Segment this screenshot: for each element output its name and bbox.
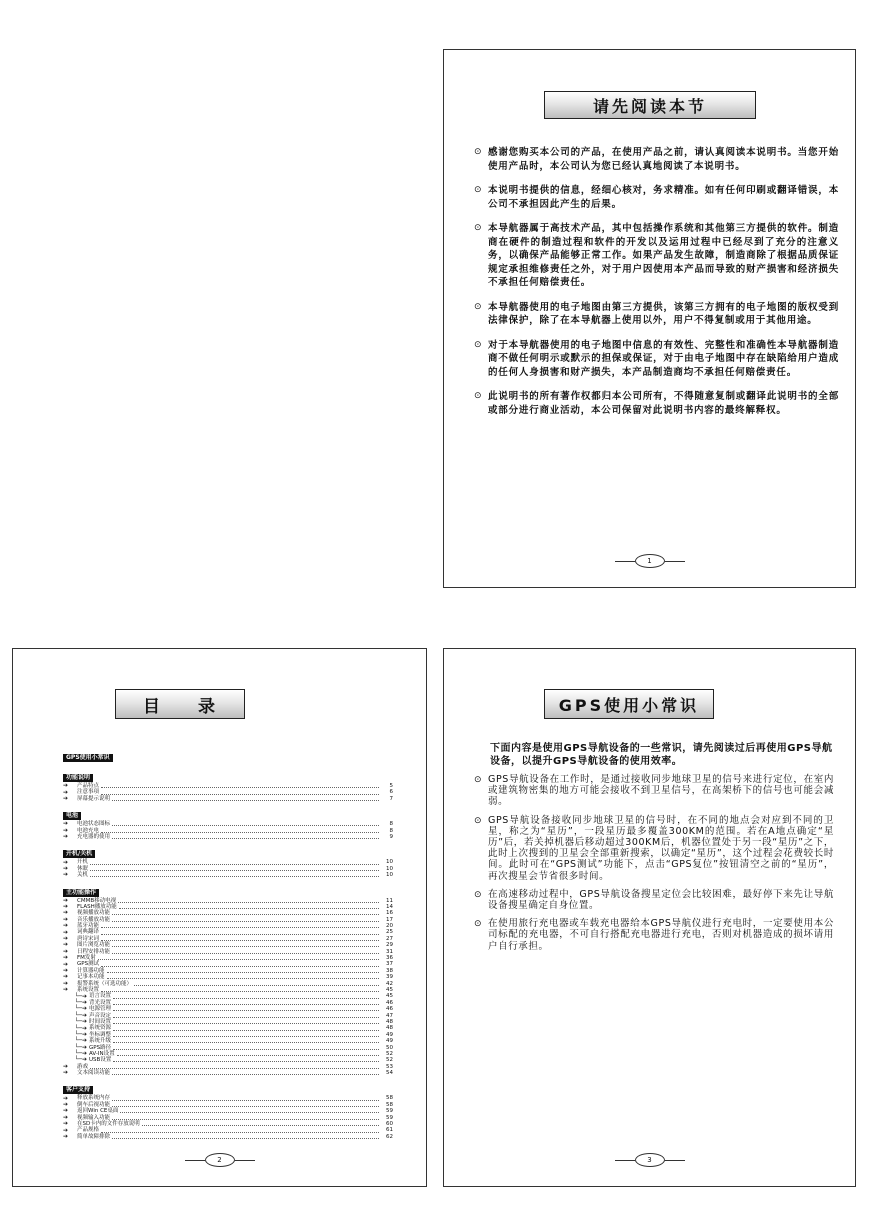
leader-dots — [113, 1039, 379, 1043]
toc-entry-page: 20 — [386, 923, 393, 930]
bullet-icon: ⊙ — [474, 223, 482, 233]
toc-entry-page: 47 — [386, 1012, 393, 1019]
arrow-icon: ➔ — [63, 864, 69, 872]
bullet-icon: ⊙ — [474, 339, 482, 350]
toc-section-heading: 客户支持 — [63, 1086, 93, 1094]
page-gps-tips — [443, 648, 856, 1187]
toc-entry-label: 休眠 — [77, 865, 89, 872]
arrow-icon: ➔ — [63, 960, 69, 968]
toc-entry-label: 简单故障排除 — [77, 1133, 111, 1140]
toc-entry-label: 电源管理 — [89, 1006, 112, 1013]
toc-entry-label: 蓝牙功能 — [77, 923, 100, 930]
arrow-icon: ➔ — [63, 922, 69, 930]
page-title: 目 录 — [115, 689, 245, 719]
toc-entry-label: 电池状态图标 — [77, 821, 111, 828]
paragraph — [474, 146, 839, 173]
toc-entry-page: 48 — [386, 1018, 393, 1025]
toc-entry-page: 10 — [386, 865, 393, 872]
leader-dots — [119, 905, 379, 909]
bullet-icon: ⊙ — [474, 301, 482, 312]
leader-dots — [107, 975, 379, 979]
bullet-icon: ⊙ — [474, 185, 482, 195]
toc-entry-page: 52 — [386, 1057, 393, 1064]
leader-dots — [101, 988, 379, 992]
toc-entry-page: 49 — [386, 1031, 393, 1038]
toc-entry-page: 5 — [389, 783, 393, 789]
toc-entry-page: 14 — [386, 903, 393, 910]
toc-entry-label: 返回Win CE桌面 — [77, 1108, 119, 1115]
page-number: 3 — [635, 1153, 665, 1167]
leader-dots — [113, 1046, 379, 1050]
arrow-icon: ➔ — [63, 1062, 69, 1070]
arrow-icon: ➔ — [63, 903, 69, 911]
leader-dots — [101, 924, 379, 928]
notice-list — [474, 146, 839, 428]
leader-dots — [118, 899, 379, 903]
leader-dots — [112, 918, 379, 922]
leader-dots — [112, 1116, 379, 1120]
leader-dots — [101, 963, 379, 967]
leader-dots — [112, 797, 379, 801]
leader-dots — [101, 937, 379, 941]
arrow-icon: ➔ — [63, 858, 69, 866]
arrow-icon: ➔ — [63, 1132, 69, 1140]
toc-entry-page: 7 — [389, 795, 393, 802]
arrow-icon: ➔ — [63, 826, 69, 834]
paragraph — [474, 339, 839, 380]
leader-dots — [112, 1135, 379, 1139]
sub-arrow-icon: └─➔ — [74, 1011, 87, 1019]
toc-entry-page: 17 — [386, 916, 393, 923]
toc-entry-label: 语言设置 — [89, 993, 112, 1000]
toc-entry-label: 系统资源 — [89, 1025, 112, 1032]
sub-arrow-icon: └─➔ — [74, 1050, 87, 1058]
tips-list — [474, 774, 834, 959]
toc-entry-label: GPS路径 — [89, 1044, 112, 1051]
bullet-icon: ⊙ — [474, 889, 482, 900]
toc-entry-page: 45 — [386, 993, 393, 1000]
arrow-icon: ➔ — [63, 935, 69, 943]
toc-entry-page: 25 — [386, 929, 393, 936]
toc-section — [63, 802, 393, 840]
paragraph-text: 本导航器使用的电子地图由第三方提供，该第三方拥有的电子地图的版权受到法律保护，除了在本导航器上使用以外，用户不得复制或用于其他用途。 — [488, 301, 839, 326]
arrow-icon: ➔ — [63, 941, 69, 949]
arrow-icon: ➔ — [63, 1126, 69, 1134]
paragraph — [474, 390, 839, 417]
toc-entry-label: FLASH播放功能 — [77, 903, 117, 910]
leader-dots — [113, 1058, 379, 1062]
arrow-icon: ➔ — [63, 1107, 69, 1115]
page-number-marker — [185, 1153, 255, 1167]
toc-entry-label: 图片浏览功能 — [77, 942, 111, 949]
paragraph — [474, 815, 834, 882]
sub-arrow-icon: └─➔ — [74, 1037, 87, 1045]
leader-dots — [112, 835, 379, 839]
toc-entry-label: USB设置 — [89, 1057, 112, 1064]
toc-entry-page: 62 — [386, 1133, 393, 1140]
leader-dots — [113, 1027, 379, 1031]
arrow-icon: ➔ — [63, 833, 69, 841]
arrow-icon: ➔ — [63, 1120, 69, 1128]
sub-arrow-icon: └─➔ — [74, 1056, 87, 1064]
toc-section — [63, 840, 393, 878]
toc-entry-page: 37 — [386, 961, 393, 968]
leader-dots — [107, 969, 379, 973]
arrow-icon: ➔ — [63, 782, 69, 790]
page-number: 2 — [205, 1153, 235, 1167]
leader-dots — [113, 1007, 379, 1011]
toc-entry-page: 59 — [386, 1114, 393, 1121]
arrow-icon: ➔ — [63, 954, 69, 962]
toc-entry[interactable] — [63, 1134, 393, 1140]
leader-dots — [120, 1109, 379, 1113]
toc-entry-page: 59 — [386, 1108, 393, 1115]
toc-entry-page: 48 — [386, 1025, 393, 1032]
paragraph-text: 本导航器属于高技术产品，其中包括操作系统和其他第三方提供的软件。制造商在硬件的制造过程和软件的开发以及运用过程中已经尽到了充分的注意义务，以确保产品能够正常工作。如果产品发生故障，制造商除了根据品质保证规定承担维修责任之外，对于用户因使用本产品而导致的财产损害和经济损失不承担任何赔偿责任。 — [488, 223, 839, 288]
toc-entry-label: 系统升级 — [89, 1038, 112, 1045]
bullet-icon: ⊙ — [474, 815, 482, 826]
leader-dots — [117, 1052, 379, 1056]
toc-entry-label: 日程安排功能 — [77, 948, 111, 955]
leader-dots — [90, 861, 379, 865]
toc-entry-page: 45 — [386, 986, 393, 993]
paragraph — [474, 301, 839, 328]
bullet-icon: ⊙ — [474, 775, 482, 785]
toc-entry-page: 38 — [386, 967, 393, 974]
arrow-icon: ➔ — [63, 820, 69, 828]
toc-entry-label: 游戏 — [77, 1063, 89, 1070]
toc-entry-page: 9 — [389, 833, 393, 840]
toc-entry-label: 释放系统内存 — [77, 1095, 111, 1102]
toc-entry-page: 53 — [386, 1063, 393, 1070]
toc-entry-label: AV-IN设置 — [89, 1050, 115, 1057]
toc-entry-page: 46 — [386, 1006, 393, 1013]
toc-entry-label: 注意事项 — [77, 789, 100, 796]
paragraph — [474, 889, 834, 911]
leader-dots — [112, 1103, 379, 1107]
page-number-marker — [615, 554, 685, 568]
page-number: 1 — [635, 554, 665, 568]
arrow-icon: ➔ — [63, 986, 69, 994]
leader-dots — [112, 943, 379, 947]
toc-entry-label: 倒车后视功能 — [77, 1101, 111, 1108]
toc-section-heading: 主功能操作 — [63, 889, 99, 897]
toc-entry-page: 29 — [386, 942, 393, 949]
paragraph — [474, 222, 839, 290]
toc-entry-label: 文本阅读功能 — [77, 1070, 111, 1077]
paragraph-text: 此说明书的所有著作权都归本公司所有，不得随意复制或翻译此说明书的全部或部分进行商业活动，本公司保留对此说明书内容的最终解释权。 — [488, 391, 839, 416]
toc-entry-label: 背光设置 — [89, 999, 112, 1006]
toc-section-heading: 电池 — [63, 812, 81, 820]
toc-entry-page: 6 — [389, 789, 393, 796]
page-read-first — [443, 49, 856, 588]
page-title: GPS使用小常识 — [544, 689, 714, 719]
paragraph-text: 对于本导航器使用的电子地图中信息的有效性、完整性和准确性本导航器制造商不做任何明示或默示的担保或保证，对于由电子地图中存在缺陷给用户造成的任何人身损害和财产损失，本产品制造商均不承担任何赔偿责任。 — [488, 339, 839, 378]
toc-entry-label: 产品特点 — [77, 783, 100, 789]
paragraph-text: 在使用旅行充电器或车载充电器给本GPS导航仪进行充电时，一定要使用本公司标配的充电器，不可自行搭配充电器进行充电，否则对机器造成的损坏请用户自行承担。 — [488, 918, 834, 952]
paragraph — [474, 918, 834, 952]
paragraph-text: GPS导航设备在工作时，是通过接收同步地球卫星的信号来进行定位，在室内或建筑物密集的地方可能会接收不到卫星信号，在高架桥下的信号也可能会减弱。 — [488, 774, 834, 808]
toc-entry-label: 电池充电 — [77, 827, 100, 834]
toc-section — [63, 1076, 393, 1140]
paragraph — [474, 184, 839, 211]
toc-entry-page: 36 — [386, 955, 393, 962]
toc-section — [63, 764, 393, 802]
toc-entry-label: GPS测试 — [77, 961, 100, 968]
paragraph-text: 感谢您购买本公司的产品，在使用产品之前，请认真阅读本说明书。当您开始使用产品时，本公司认为您已经认真地阅读了本说明书。 — [488, 147, 839, 172]
toc-section-heading: 开机/关机 — [63, 850, 95, 858]
toc-entry-label: 视频播放功能 — [77, 910, 111, 917]
toc-entry-page: 8 — [389, 821, 393, 828]
arrow-icon: ➔ — [63, 1094, 69, 1102]
leader-dots — [90, 873, 379, 877]
sub-arrow-icon: └─➔ — [74, 998, 87, 1006]
toc-entry-label: 声音设定 — [89, 1012, 112, 1019]
toc-entry-page: 10 — [386, 872, 393, 879]
leader-dots — [98, 956, 379, 960]
toc-entry-page: 54 — [386, 1070, 393, 1077]
leader-dots — [101, 791, 379, 795]
arrow-icon: ➔ — [63, 1113, 69, 1121]
arrow-icon: ➔ — [63, 947, 69, 955]
arrow-icon: ➔ — [63, 973, 69, 981]
leader-dots — [101, 784, 379, 788]
toc-entry-label: 记事本功能 — [77, 974, 105, 981]
leader-dots — [113, 1020, 379, 1024]
paragraph — [474, 774, 834, 808]
arrow-icon: ➔ — [63, 1069, 69, 1077]
toc-entry-label: 唐诗宋词 — [77, 935, 100, 942]
toc-entry-page: 61 — [386, 1127, 393, 1134]
leader-dots — [112, 1097, 379, 1101]
toc-entry-page: 58 — [386, 1101, 393, 1108]
arrow-icon: ➔ — [63, 979, 69, 987]
bullet-icon: ⊙ — [474, 919, 482, 930]
toc-entry-page: 46 — [386, 999, 393, 1006]
toc-entry-label: 计算器功能 — [77, 967, 105, 974]
paragraph-text: 本说明书提供的信息，经细心核对，务求精准。如有任何印刷或翻译错误，本公司不承担因此产生的后果。 — [488, 185, 839, 210]
toc-entry-page: 52 — [386, 1050, 393, 1057]
toc-entry-label: 报警系统（可选功能） — [77, 980, 133, 987]
sub-arrow-icon: └─➔ — [74, 1005, 87, 1013]
sub-arrow-icon: └─➔ — [74, 1018, 87, 1026]
leader-dots — [113, 995, 379, 999]
toc-entry-page: 60 — [386, 1121, 393, 1128]
arrow-icon: ➔ — [63, 915, 69, 923]
toc-entry-label: 开机 — [77, 859, 89, 866]
toc-entry-label: 在SD卡内的文件存放说明 — [77, 1121, 140, 1128]
paragraph-text: 在高速移动过程中，GPS导航设备搜星定位会比较困难，最好停下来先让导航设备搜星确定自身位置。 — [488, 888, 834, 912]
leader-dots — [113, 1014, 379, 1018]
toc-entry-label: 视频输入功能 — [77, 1114, 111, 1121]
toc-entry-page: 58 — [386, 1095, 393, 1102]
bullet-icon: ⊙ — [474, 147, 482, 157]
toc-entry-label: CMMB移动电视 — [77, 897, 117, 904]
toc-entry-label: 屏幕提示说明 — [77, 795, 111, 802]
leader-dots — [101, 829, 379, 833]
toc-entry-page: 39 — [386, 974, 393, 981]
arrow-icon: ➔ — [63, 1101, 69, 1109]
leader-dots — [101, 1129, 379, 1133]
toc-section — [63, 879, 393, 1077]
leader-dots — [134, 982, 379, 986]
toc-entry-label: 系统设置 — [77, 986, 100, 993]
intro-text: 下面内容是使用GPS导航设备的一些常识，请先阅读过后再使用GPS导航设备，以提升GPS导航设备的使用效率。 — [490, 743, 833, 767]
toc-entry-page: 42 — [386, 980, 393, 987]
arrow-icon: ➔ — [63, 896, 69, 904]
toc-entry-label: 充电器的使用 — [77, 833, 111, 840]
leader-dots — [113, 1033, 379, 1037]
leader-dots — [90, 1065, 379, 1069]
toc-entry-label: 关机 — [77, 872, 89, 879]
toc-entry-page: 31 — [386, 948, 393, 955]
toc-list — [63, 744, 393, 1140]
page-number-marker — [615, 1153, 685, 1167]
leader-dots — [112, 950, 379, 954]
toc-entry-label: 音乐播放功能 — [77, 916, 111, 923]
arrow-icon: ➔ — [63, 928, 69, 936]
arrow-icon: ➔ — [63, 871, 69, 879]
toc-entry-page: 27 — [386, 935, 393, 942]
leader-dots — [113, 1001, 379, 1005]
page-table-of-contents — [12, 648, 427, 1187]
leader-dots — [112, 911, 379, 915]
arrow-icon: ➔ — [63, 794, 69, 802]
toc-entry-page: 10 — [386, 859, 393, 866]
toc-entry-label: 时间设置 — [89, 1018, 112, 1025]
leader-dots — [90, 867, 379, 871]
arrow-icon: ➔ — [63, 909, 69, 917]
toc-top-entry[interactable]: GPS使用小常识 — [63, 754, 113, 762]
sub-arrow-icon: └─➔ — [74, 1030, 87, 1038]
toc-section-heading: 功能说明 — [63, 774, 93, 782]
bullet-icon: ⊙ — [474, 391, 482, 401]
sub-arrow-icon: └─➔ — [74, 1043, 87, 1051]
toc-entry-page: 50 — [386, 1044, 393, 1051]
toc-entry-label: 产品规格 — [77, 1127, 100, 1134]
toc-entry-label: FM发射 — [77, 955, 96, 962]
sub-arrow-icon: └─➔ — [74, 992, 87, 1000]
toc-entry-page: 8 — [389, 827, 393, 834]
arrow-icon: ➔ — [63, 788, 69, 796]
toc-entry-page: 11 — [386, 897, 393, 904]
leader-dots — [142, 1122, 379, 1126]
page-title: 请先阅读本节 — [544, 91, 756, 119]
toc-entry-label: 词典翻译 — [77, 929, 100, 936]
leader-dots — [101, 931, 379, 935]
paragraph-text: GPS导航设备接收同步地球卫星的信号时，在不同的地点会对应到不同的卫星，称之为“星历”，一段星历最多覆盖300KM的范围。若在A地点确定“星历”后，若关掉机器后移动超过300KM后，机器位置处于另一段“星历”之下，此时上次搜到的卫星会全部重新搜索，以确定“星历”，这个过程会花费较长时间。此时可在“GPS测试”功能下，点击“GPS复位”按钮清空之前的“星历”，再次搜星会节省很多时间。 — [488, 814, 834, 882]
leader-dots — [112, 822, 379, 826]
arrow-icon: ➔ — [63, 967, 69, 974]
sub-arrow-icon: └─➔ — [74, 1024, 87, 1032]
leader-dots — [112, 1071, 379, 1075]
toc-entry-page: 49 — [386, 1038, 393, 1045]
toc-entry-label: 坐标调整 — [89, 1031, 112, 1038]
toc-entry-page: 16 — [386, 910, 393, 917]
